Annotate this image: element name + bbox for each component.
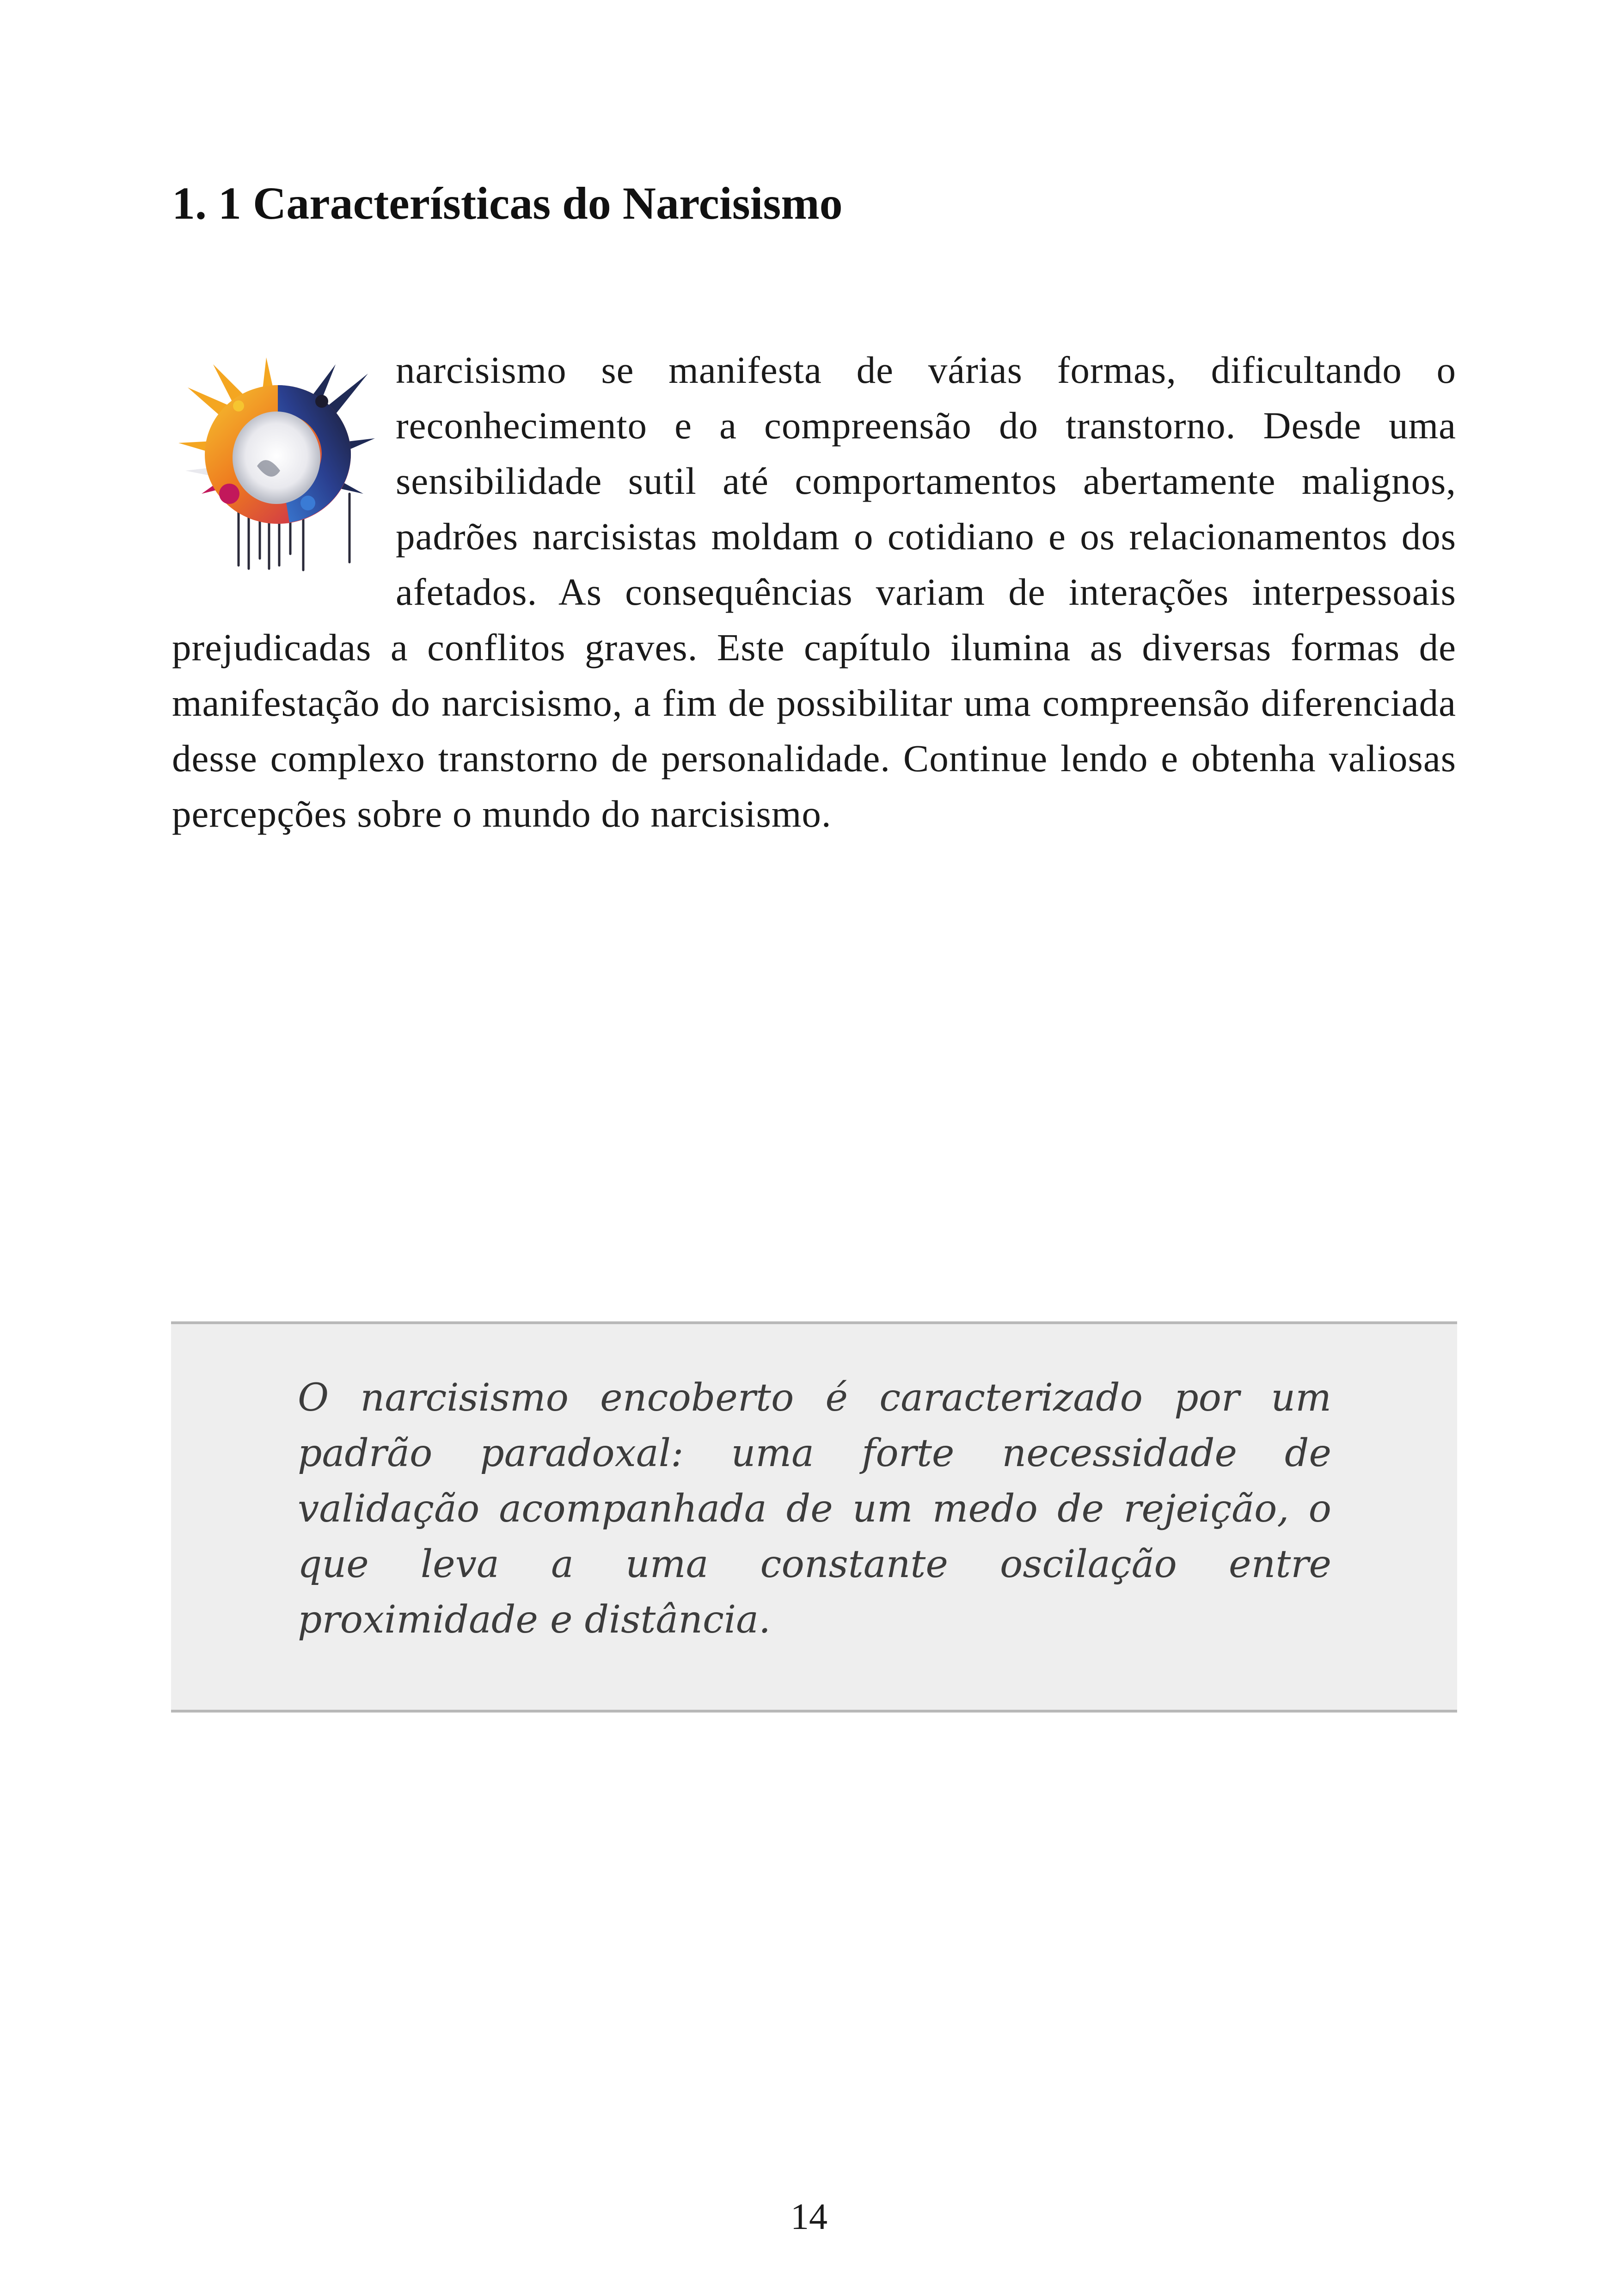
quote-callout-box [171,1321,1457,1713]
drop-cap-o-icon [169,355,396,571]
intro-paragraph-text: narcisismo se manifesta de várias formas, dificultando o reconhecimento e a compreensão do transtorno. Desde uma sensibilidade sutil até comportamentos abertamente malignos, padrões narcisistas moldam o cotidiano e os relacionamentos dos afetados. As consequências variam de interações interpessoais prejudicadas a conflitos graves. Este capítulo ilumina as diversas formas de manifestação do narcisismo, a fim de possibilitar uma compreensão diferenciada desse complexo transtorno de personalidade. Continue lendo e obtenha valiosas percepções sobre o mundo do narcisismo. [172,349,1456,835]
quote-callout-text: O narcisismo encoberto é caracterizado por um padrão paradoxal: uma forte necessidade de validação acompanhada de um medo de rejeição, o que leva a uma constante oscilação entre proximidade e distância. [298,1376,1331,1642]
page-number: 14 [791,2197,827,2237]
intro-paragraph [172,342,1456,841]
section-heading: 1. 1 Características do Narcisismo [172,178,843,229]
